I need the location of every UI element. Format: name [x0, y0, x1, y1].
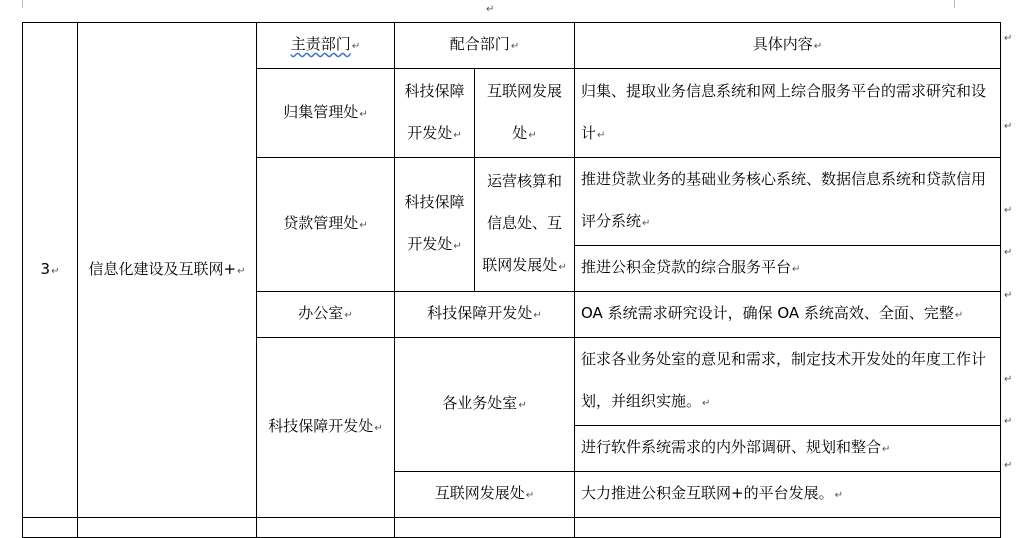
coop-dept-cell: 各业务处室↵	[395, 338, 575, 472]
content-cell: 征求各业务处室的意见和需求，制定技术开发处的年度工作计划，并组织实施。↵	[575, 338, 1001, 426]
content-cell: 推进贷款业务的基础业务核心系统、数据信息系统和贷款信用评分系统↵	[575, 158, 1001, 246]
lead-dept-cell: 办公室↵	[257, 292, 395, 338]
lead-dept-cell: 科技保障开发处↵	[257, 338, 395, 518]
row-end-mark: ↵	[1004, 374, 1013, 385]
empty-cell	[575, 518, 1001, 538]
coop-dept-cell: 互联网发展处↵	[395, 472, 575, 518]
empty-cell	[257, 518, 395, 538]
coop-dept-cell: 运营核算和 信息处、互 联网发展处↵	[475, 158, 575, 292]
row-index: 3	[40, 259, 51, 278]
table-header-row	[23, 23, 1001, 69]
row-end-mark: ↵	[1004, 460, 1013, 471]
header-coop-dept: 配合部门↵	[395, 23, 575, 69]
table-row	[23, 518, 1001, 538]
lead-dept-cell: 归集管理处↵	[257, 69, 395, 158]
row-end-mark: ↵	[1004, 205, 1013, 216]
content-cell: 进行软件系统需求的内外部调研、规划和整合↵	[575, 426, 1001, 472]
content-cell: 大力推进公积金互联网+的平台发展。↵	[575, 472, 1001, 518]
coop-dept-cell: 互联网发展 处↵	[475, 69, 575, 158]
responsibility-table	[22, 22, 1001, 538]
row-index-cell: 3↵	[23, 23, 78, 518]
row-end-mark: ↵	[1004, 290, 1013, 301]
page-margin-left-mark	[22, 0, 23, 8]
coop-dept-cell: 科技保障 开发处↵	[395, 158, 475, 292]
header-content: 具体内容↵	[575, 23, 1001, 69]
empty-cell	[78, 518, 257, 538]
header-lead-dept: 主责部门↵	[257, 23, 395, 69]
row-end-mark: ↵	[1004, 121, 1013, 132]
row-end-mark: ↵	[1004, 416, 1013, 427]
row-end-mark: ↵	[1004, 247, 1013, 258]
coop-dept-cell: 科技保障开发处↵	[395, 292, 575, 338]
empty-cell	[395, 518, 575, 538]
page-margin-right-mark	[954, 0, 955, 8]
empty-cell	[23, 518, 78, 538]
lead-dept-cell: 贷款管理处↵	[257, 158, 395, 292]
content-cell: 推进公积金贷款的综合服务平台↵	[575, 246, 1001, 292]
row-end-mark: ↵	[1004, 33, 1013, 44]
project-cell: 信息化建设及互联网+↵	[78, 23, 257, 518]
coop-dept-cell: 科技保障 开发处↵	[395, 69, 475, 158]
content-cell: 归集、提取业务信息系统和网上综合服务平台的需求研究和设计↵	[575, 69, 1001, 158]
content-cell: OA 系统需求研究设计，确保 OA 系统高效、全面、完整↵	[575, 292, 1001, 338]
project-name: 信息化建设及互联网+	[88, 259, 237, 278]
paragraph-mark: ↵	[486, 4, 495, 15]
